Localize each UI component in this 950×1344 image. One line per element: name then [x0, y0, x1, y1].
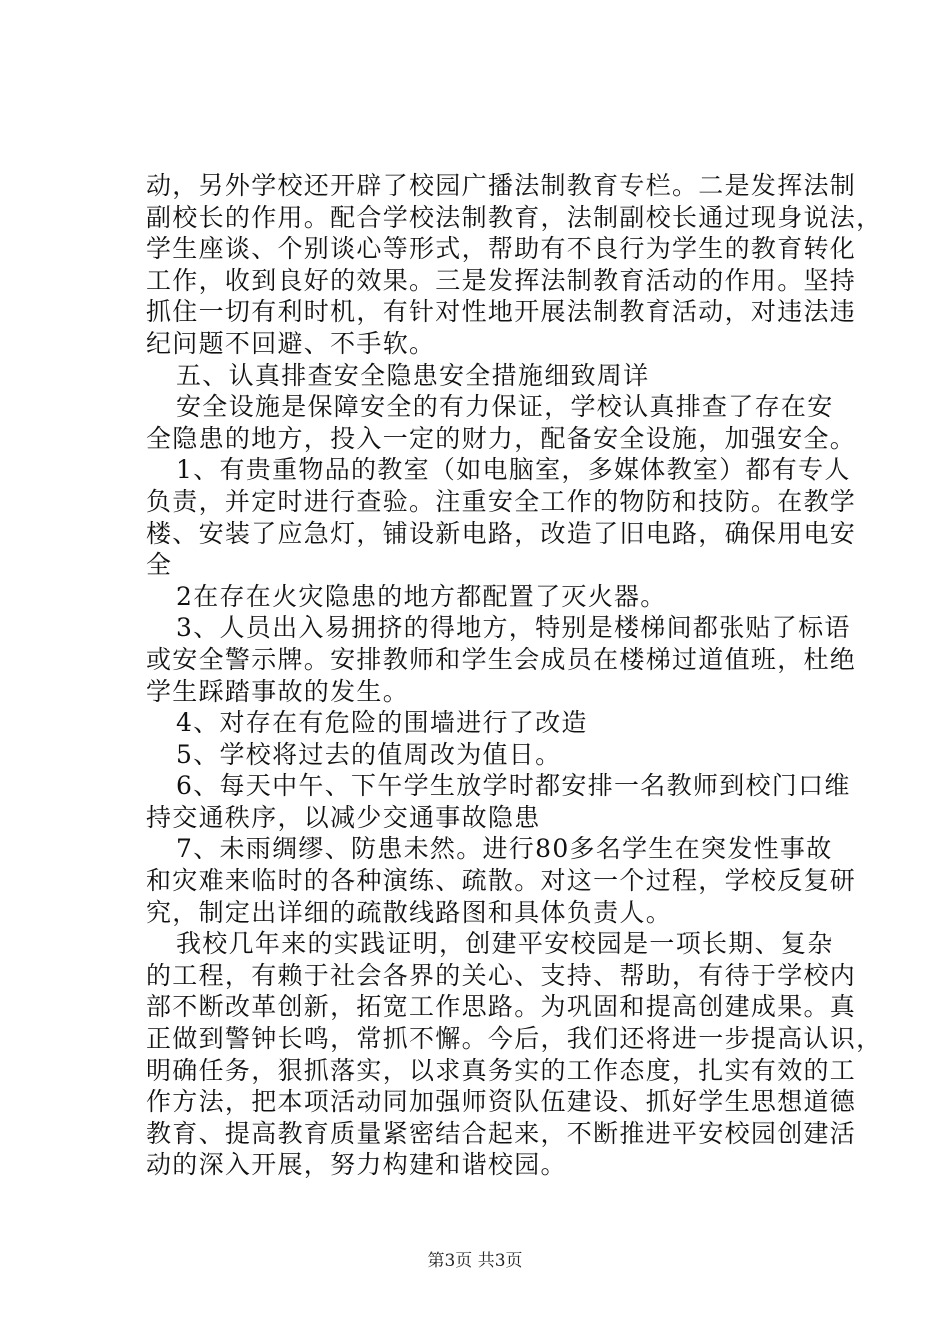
text-line: 1、有贵重物品的教室（如电脑室，多媒体教室）都有专人 — [176, 455, 851, 485]
text-line: 究，制定出详细的疏散线路图和具体负责人。 — [146, 897, 673, 927]
text-line: 学生踩踏事故的发生。 — [146, 676, 410, 706]
page-footer: 第3页 共3页 — [427, 1251, 523, 1271]
text-line: 楼、安装了应急灯，铺设新电路，改造了旧电路，确保用电安 — [146, 518, 857, 548]
text-line: 动，另外学校还开辟了校园广播法制教育专栏。二是发挥法制 — [146, 171, 857, 200]
text-line: 正做到警钟长鸣，常抓不懈。今后，我们还将进一步提高认识， — [146, 1024, 883, 1054]
text-line: 持交通秩序，以减少交通事故隐患 — [146, 802, 541, 832]
text-line: 的工程，有赖于社会各界的关心、支持、帮助，有待于学校内 — [146, 960, 857, 990]
text-line: 安全设施是保障安全的有力保证，学校认真排查了存在安 — [176, 392, 834, 422]
text-line: 和灾难来临时的各种演练、疏散。对这一个过程，学校反复研 — [146, 866, 857, 896]
text-line: 负责，并定时进行查验。注重安全工作的物防和技防。在教学 — [146, 486, 857, 516]
text-line: 4、对存在有危险的围墙进行了改造 — [176, 708, 588, 738]
text-line: 明确任务，狠抓落实，以求真务实的工作态度，扎实有效的工 — [146, 1055, 857, 1085]
text-line: 5、学校将过去的值周改为值日。 — [176, 739, 562, 769]
text-line: 抓住一切有利时机，有针对性地开展法制教育活动，对违法违 — [146, 297, 857, 327]
text-line: 7、未雨绸缪、防患未然。进行80多名学生在突发性事故 — [176, 834, 833, 864]
text-line: 副校长的作用。配合学校法制教育，法制副校长通过现身说法， — [146, 202, 883, 232]
text-line: 作方法，把本项活动同加强师资队伍建设、抓好学生思想道德 — [146, 1087, 857, 1117]
text-line: 全隐患的地方，投入一定的财力，配备安全设施，加强安全。 — [146, 423, 857, 453]
text-line: 动的深入开展，努力构建和谐校园。 — [146, 1150, 567, 1180]
text-line: 我校几年来的实践证明，创建平安校园是一项长期、复杂 — [176, 929, 834, 959]
text-line: 工作，收到良好的效果。三是发挥法制教育活动的作用。坚持 — [146, 265, 857, 295]
text-line: 学生座谈、个别谈心等形式，帮助有不良行为学生的教育转化 — [146, 234, 857, 264]
text-line: 2在存在火灾隐患的地方都配置了灭火器。 — [176, 581, 667, 611]
text-line: 部不断改革创新，拓宽工作思路。为巩固和提高创建成果。真 — [146, 992, 857, 1022]
document-body — [146, 170, 883, 1181]
text-line: 全 — [146, 550, 173, 580]
text-line: 教育、提高教育质量紧密结合起来，不断推进平安校园创建活 — [146, 1118, 857, 1148]
text-line: 五、认真排查安全隐患安全措施细致周详 — [176, 360, 650, 390]
text-line: 纪问题不回避、不手软。 — [146, 328, 436, 358]
text-line: 6、每天中午、下午学生放学时都安排一名教师到校门口维 — [176, 771, 851, 801]
text-line: 或安全警示牌。安排教师和学生会成员在楼梯过道值班，杜绝 — [146, 644, 857, 674]
text-line: 3、人员出入易拥挤的得地方，特别是楼梯间都张贴了标语 — [176, 613, 851, 643]
